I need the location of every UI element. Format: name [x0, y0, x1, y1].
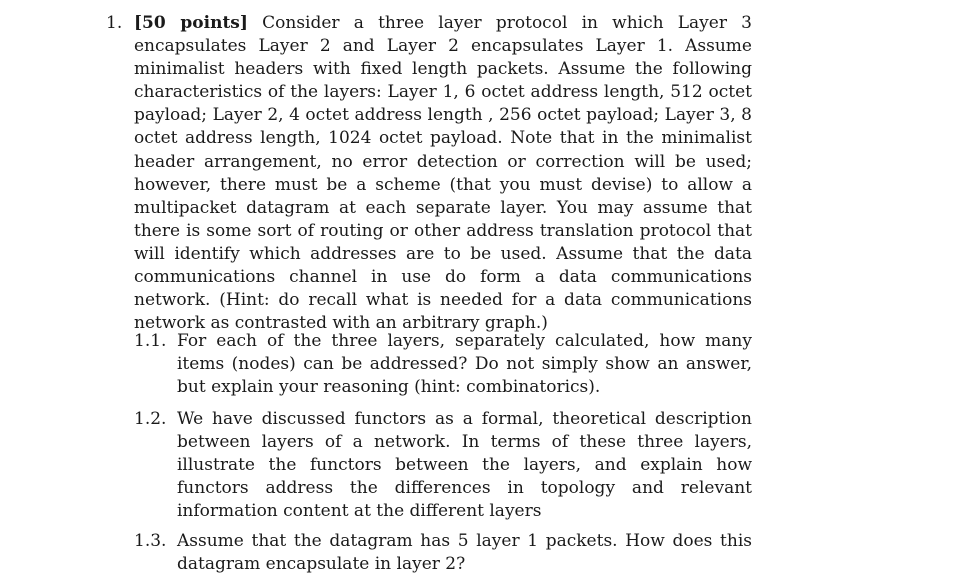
- subquestion-number: 1.1.: [134, 331, 167, 351]
- subquestion-3: [134, 530, 752, 576]
- subquestion-number: 1.2.: [134, 409, 167, 429]
- question-number: 1.: [106, 13, 123, 33]
- subquestion-number: 1.3.: [134, 531, 167, 551]
- question-text: Consider a three layer protocol in which Layer 3 encapsulates Layer 2 and Layer 2 encapsulates Layer 1. Assume minimalist headers with fixed length packets. Assume the following characteristics of the layers: Layer 1, 6 octet address length, 512 octet payload; Layer 2, 4 octet address length , 256 octet payload; Layer 3, 8 octet address length, 1024 octet payload. Note that in the minimalist header arrangement, no error detection or correction will be used; however, there must be a scheme (that you must devise) to allow a multipacket datagram at each separate layer. You may assume that there is some sort of routing or other address translation protocol that will identify which addresses are to be used. Assume that the data communications channel in use do form a data communications network. (Hint: do recall what is needed for a data communications network as contrasted with an arbitrary graph.): [134, 13, 752, 334]
- subquestion-1: [134, 330, 752, 399]
- subquestion-2: [134, 408, 752, 523]
- question-body: [134, 12, 752, 335]
- subquestion-text: We have discussed functors as a formal, theoretical description between layers of a network. In terms of these three layers, illustrate the functors between the layers, and explain how functors address the differences in topology and relevant information content at the different layers: [177, 409, 752, 522]
- subquestion-text: For each of the three layers, separately calculated, how many items (nodes) can be addressed? Do not simply show an answer, but explain your reasoning (hint: combinatorics).: [177, 331, 752, 398]
- subquestion-text: Assume that the datagram has 5 layer 1 packets. How does this datagram encapsulate in layer 2?: [177, 531, 752, 575]
- question-points: [50 points]: [134, 13, 248, 33]
